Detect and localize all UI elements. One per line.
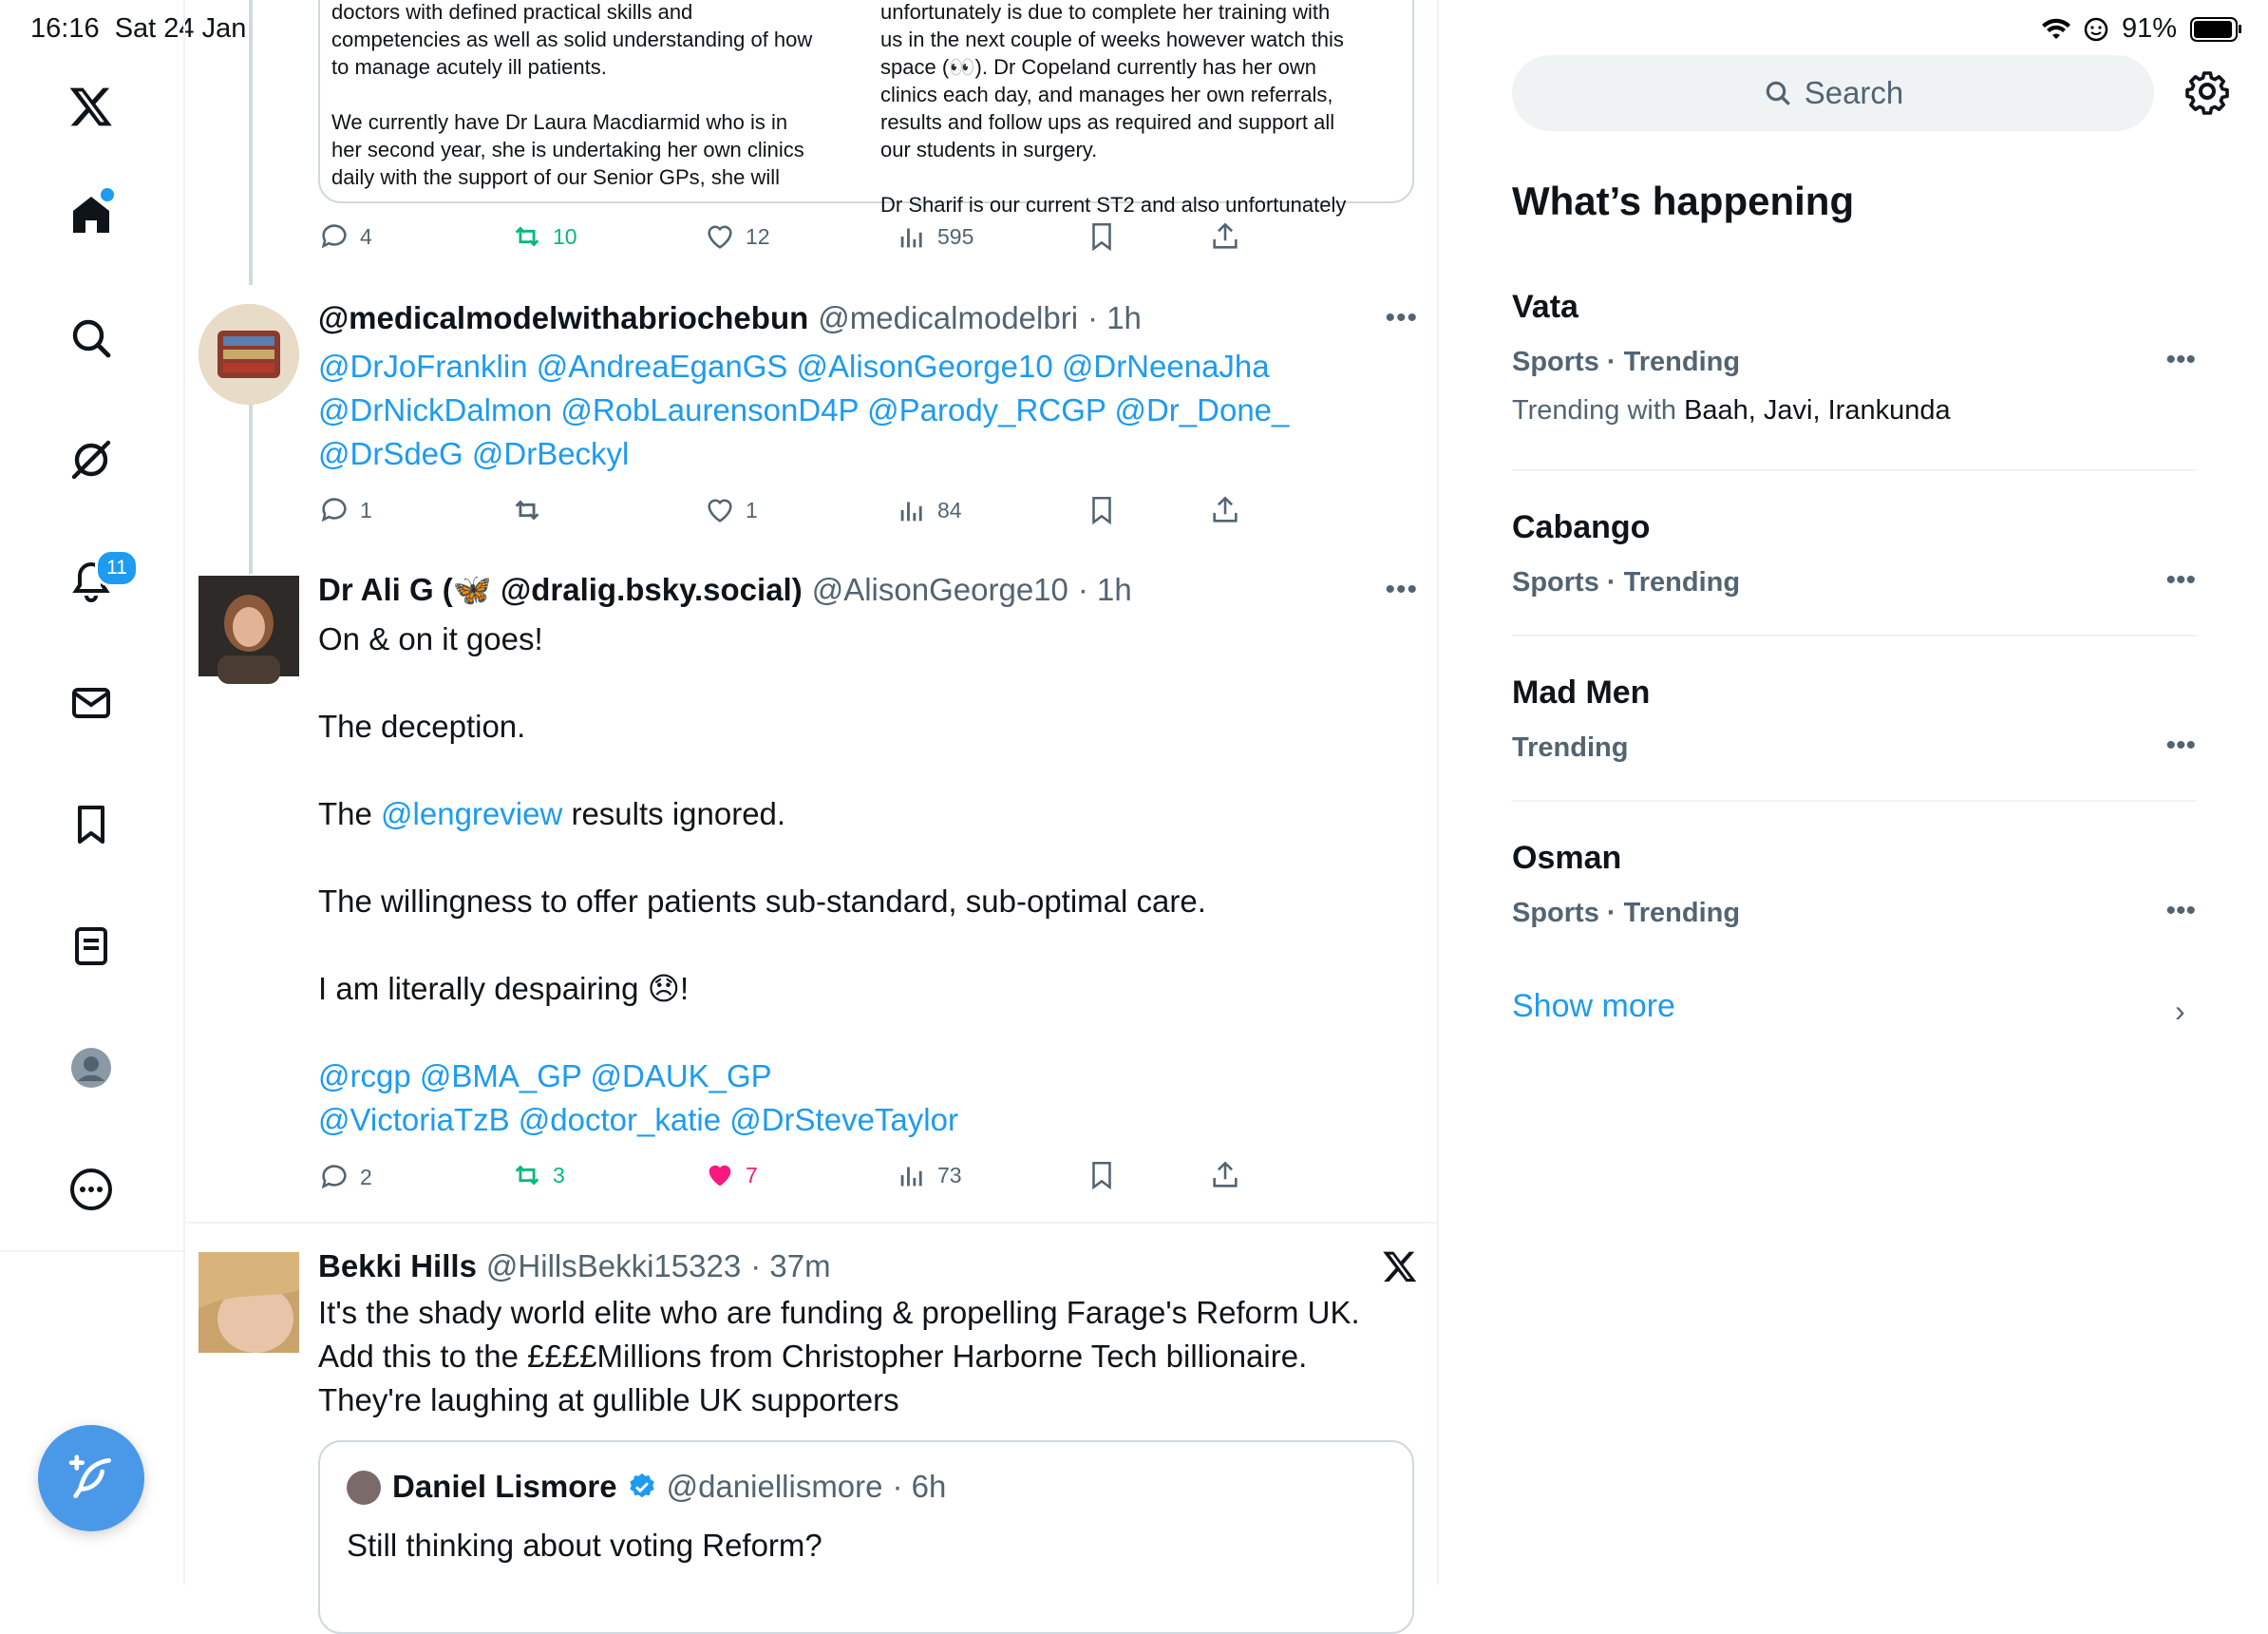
- reply-icon: [318, 1161, 350, 1193]
- search-icon[interactable]: [53, 300, 129, 376]
- repost-icon: [511, 1159, 543, 1191]
- views-button[interactable]: 84: [896, 494, 962, 526]
- reply-icon: [318, 220, 350, 253]
- views-bar-icon: [896, 220, 928, 253]
- tweet-more-menu[interactable]: •••: [1385, 302, 1418, 333]
- tweet-body: [318, 345, 1289, 476]
- battery-icon: [2190, 17, 2238, 42]
- quote-author-name: Daniel Lismore: [392, 1469, 617, 1504]
- author-name[interactable]: Dr Ali G (🦋 @dralig.bsky.social): [318, 572, 803, 607]
- repost-button[interactable]: 3: [511, 1159, 565, 1191]
- quoted-post-text-left: doctors with defined practical skills and competencies as well as solid understanding of how to manage acutely ill patients. We currently have Dr Laura Macdiarmid who is in her second year, she is undertaking her own clinics daily with the support of our Senior GPs, she will: [331, 0, 813, 189]
- trend-meta: Sports · Trending: [1512, 898, 1741, 928]
- trend-more-menu[interactable]: •••: [2165, 564, 2196, 596]
- bookmark-icon: [1086, 1159, 1118, 1191]
- tweet-paragraph: The deception.: [318, 709, 526, 744]
- trend-item[interactable]: [1512, 509, 2196, 598]
- quote-header: [392, 1469, 946, 1505]
- search-icon: [1763, 78, 1793, 108]
- quoted-post-card[interactable]: [318, 1440, 1414, 1634]
- share-icon: [1209, 494, 1241, 526]
- notifications-badge: 11: [95, 549, 139, 587]
- share-button[interactable]: [1209, 1159, 1241, 1191]
- nav-divider: [0, 1250, 183, 1252]
- quote-time: · 6h: [892, 1469, 947, 1504]
- share-button[interactable]: [1209, 220, 1241, 253]
- repost-button[interactable]: 10: [511, 220, 577, 253]
- tweet-body: [318, 618, 1206, 1142]
- quoted-post-text-right: unfortunately is due to complete her training with us in the next couple of weeks however watch this space (👀). Dr Copeland currently has her own clinics each day, and manages her own referrals, results and follow ups as required and support all our students in surgery. Dr Sharif is our current ST2 and also unfortunately: [880, 0, 1347, 217]
- trend-divider: [1512, 800, 2196, 802]
- tweet-line: They're laughing at gullible UK supporters: [318, 1382, 899, 1417]
- trend-meta: Sports · Trending: [1512, 567, 1741, 598]
- share-icon: [1209, 220, 1241, 253]
- views-button[interactable]: 595: [896, 220, 973, 253]
- quote-author-handle: @daniellismore: [666, 1469, 883, 1504]
- messages-envelope-icon[interactable]: [53, 665, 129, 741]
- mention-list[interactable]: @DrJoFranklin @AndreaEganGS @AlisonGeorge10 @DrNeenaJha: [318, 349, 1270, 384]
- bookmark-icon: [1086, 494, 1118, 526]
- home-unread-dot: [99, 186, 116, 203]
- bookmarks-icon[interactable]: [53, 787, 129, 863]
- share-button[interactable]: [1209, 494, 1241, 526]
- settings-gear-icon[interactable]: [2184, 68, 2232, 116]
- views-bar-icon: [896, 494, 928, 526]
- avatar-alisongeorge[interactable]: [198, 576, 299, 676]
- home-icon[interactable]: [53, 177, 129, 253]
- tweet-paragraph: The @lengreview results ignored.: [318, 796, 786, 831]
- tweet-header: [318, 300, 1142, 336]
- trend-more-menu[interactable]: •••: [2165, 895, 2196, 926]
- reply-button[interactable]: 2: [318, 1161, 372, 1193]
- heart-icon: [704, 494, 736, 526]
- repost-icon: [511, 220, 543, 253]
- lists-icon[interactable]: [53, 908, 129, 984]
- timeline: [183, 0, 1439, 1585]
- search-input[interactable]: [1512, 55, 2154, 131]
- repost-button[interactable]: [511, 494, 543, 526]
- quote-text: Still thinking about voting Reform?: [347, 1528, 822, 1563]
- trend-meta: Sports · Trending: [1512, 347, 1741, 377]
- quoted-post-card[interactable]: [318, 0, 1414, 217]
- trend-item[interactable]: [1512, 674, 2196, 764]
- wifi-icon: [2042, 18, 2070, 41]
- post-time: · 1h: [1077, 572, 1132, 607]
- mention-list[interactable]: @DrSdeG @DrBeckyl: [318, 436, 630, 471]
- bookmark-button[interactable]: [1086, 1159, 1118, 1191]
- tweet-separator: [183, 1222, 1437, 1224]
- reply-button[interactable]: 4: [318, 220, 372, 253]
- status-time: 16:16 Sat 24 Jan: [30, 13, 247, 44]
- tweet-paragraph: The willingness to offer patients sub-standard, sub-optimal care.: [318, 884, 1206, 919]
- compose-feather-icon: [65, 1452, 118, 1505]
- like-button[interactable]: 12: [704, 220, 770, 253]
- tweet-header: [318, 572, 1132, 609]
- compose-post-button[interactable]: [38, 1425, 144, 1531]
- tweet-paragraph: I am literally despairing 😞!: [318, 971, 690, 1006]
- tweet-body: [318, 1291, 1360, 1422]
- like-button[interactable]: 7: [704, 1159, 758, 1191]
- reply-button[interactable]: 1: [318, 494, 372, 526]
- x-logo-icon: [1382, 1248, 1420, 1286]
- quote-author-avatar: [347, 1471, 381, 1505]
- tweet-header: [318, 1248, 831, 1284]
- trend-name: Osman: [1512, 840, 1622, 876]
- heart-filled-icon: [704, 1159, 736, 1191]
- more-options-icon[interactable]: [53, 1151, 129, 1227]
- thread-connector: [249, 0, 253, 285]
- x-logo-icon[interactable]: [53, 68, 129, 144]
- trend-more-menu[interactable]: •••: [2165, 344, 2196, 375]
- trend-name: Vata: [1512, 289, 1578, 325]
- repost-icon: [511, 494, 543, 526]
- tweet-line: It's the shady world elite who are funding & propelling Farage's Reform UK.: [318, 1295, 1360, 1330]
- grok-icon[interactable]: [53, 422, 129, 498]
- avatar-bekkihills[interactable]: [198, 1252, 299, 1353]
- author-handle[interactable]: @medicalmodelbri: [818, 300, 1079, 335]
- bookmark-button[interactable]: [1086, 494, 1118, 526]
- show-more-link[interactable]: Show more: [1512, 988, 1675, 1024]
- trend-meta: Trending: [1512, 732, 1629, 763]
- views-bar-icon: [896, 1159, 928, 1191]
- views-button[interactable]: 73: [896, 1159, 962, 1191]
- reply-icon: [318, 494, 350, 526]
- verified-badge-icon: [627, 1472, 657, 1502]
- focus-icon: [2084, 17, 2108, 42]
- share-icon: [1209, 1159, 1241, 1191]
- trend-more-menu[interactable]: •••: [2165, 730, 2196, 761]
- tweet-line: Add this to the ££££Millions from Christopher Harborne Tech billionaire.: [318, 1339, 1308, 1374]
- mention-list[interactable]: @DrNickDalmon @RobLaurensonD4P @Parody_RCGP @Dr_Done_: [318, 392, 1290, 428]
- like-button[interactable]: 1: [704, 494, 758, 526]
- mention-link[interactable]: @lengreview: [381, 796, 563, 831]
- search-placeholder: Search: [1804, 75, 1904, 110]
- bookmark-icon: [1086, 220, 1118, 253]
- avatar-medicalmodel[interactable]: [198, 304, 299, 405]
- trend-name: Mad Men: [1512, 674, 1651, 711]
- post-time: · 37m: [750, 1248, 831, 1283]
- post-time: · 1h: [1087, 300, 1142, 335]
- author-handle[interactable]: @AlisonGeorge10: [811, 572, 1068, 607]
- mention-list[interactable]: @rcgp @BMA_GP @DAUK_GP: [318, 1058, 772, 1093]
- trend-item[interactable]: [1512, 289, 2196, 427]
- profile-avatar-icon[interactable]: [53, 1030, 129, 1106]
- trend-divider: [1512, 635, 2196, 636]
- trend-divider: [1512, 469, 2196, 471]
- trend-name: Cabango: [1512, 509, 1651, 545]
- chevron-right-icon: ›: [2175, 994, 2185, 1028]
- author-name[interactable]: @medicalmodelwithabriochebun: [318, 300, 809, 335]
- mention-list[interactable]: @VictoriaTzB @doctor_katie @DrSteveTaylor: [318, 1102, 958, 1137]
- battery-percent: 91%: [2121, 13, 2177, 44]
- whats-happening-title: What’s happening: [1512, 179, 1855, 223]
- author-name[interactable]: Bekki Hills: [318, 1248, 477, 1283]
- left-nav: [0, 0, 185, 1585]
- status-indicators: [2042, 13, 2238, 45]
- tweet-more-menu[interactable]: •••: [1385, 574, 1418, 605]
- author-handle[interactable]: @HillsBekki15323: [485, 1248, 742, 1283]
- thread-connector: [249, 397, 253, 574]
- trend-item[interactable]: [1512, 840, 2196, 929]
- bookmark-button[interactable]: [1086, 220, 1118, 253]
- trend-related: Trending with Baah, Javi, Irankunda: [1512, 395, 1951, 426]
- tweet-paragraph: On & on it goes!: [318, 621, 543, 656]
- heart-icon: [704, 220, 736, 253]
